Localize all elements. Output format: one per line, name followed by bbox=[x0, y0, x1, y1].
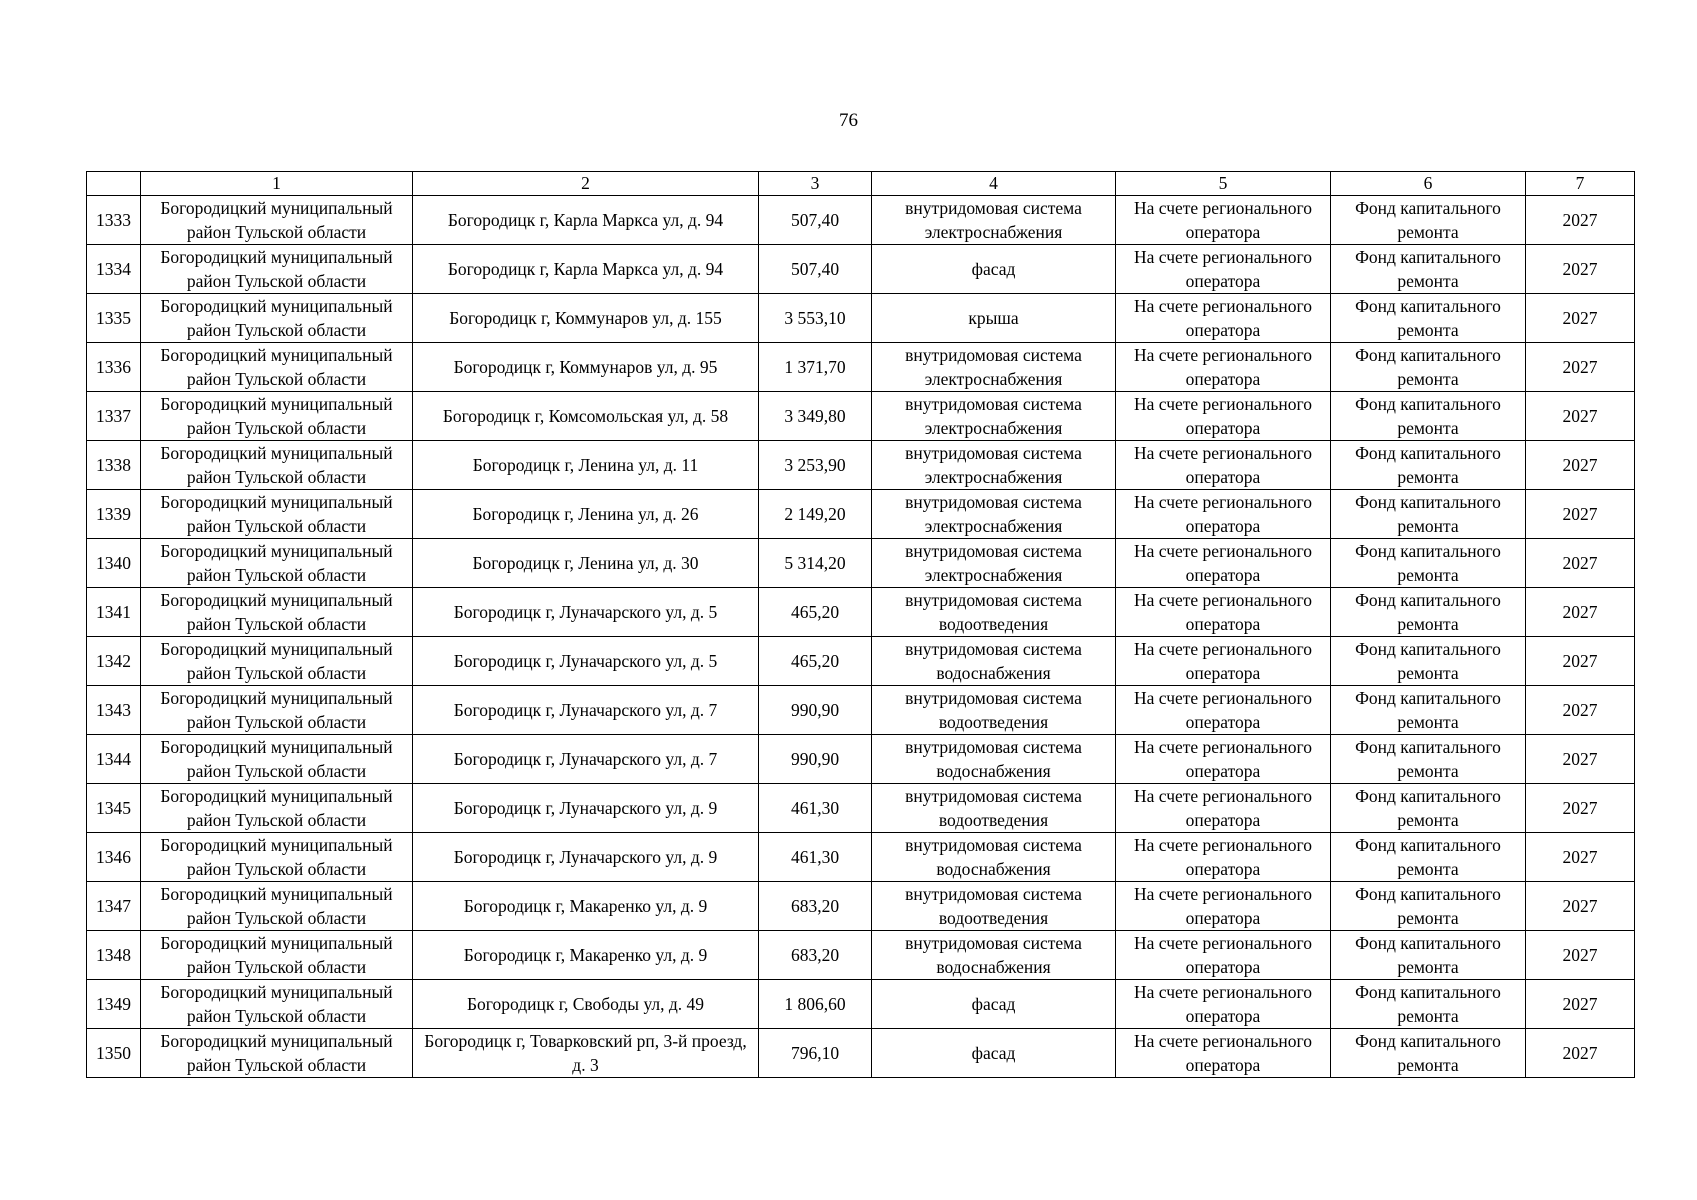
cell-work-type: фасад bbox=[872, 1029, 1116, 1078]
cell-year: 2027 bbox=[1526, 833, 1635, 882]
cell-area: 3 253,90 bbox=[759, 441, 872, 490]
cell-area: 465,20 bbox=[759, 588, 872, 637]
cell-work-type: внутридомовая система водоотведения bbox=[872, 882, 1116, 931]
cell-area: 990,90 bbox=[759, 735, 872, 784]
cell-municipality: Богородицкий муниципальный район Тульской области bbox=[141, 784, 413, 833]
cell-work-type: внутридомовая система электроснабжения bbox=[872, 539, 1116, 588]
cell-area: 461,30 bbox=[759, 784, 872, 833]
table-row bbox=[87, 392, 1635, 441]
cell-address: Богородицк г, Товарковский рп, 3-й проезд, д. 3 bbox=[413, 1029, 759, 1078]
table-row bbox=[87, 882, 1635, 931]
cell-year: 2027 bbox=[1526, 392, 1635, 441]
cell-municipality: Богородицкий муниципальный район Тульской области bbox=[141, 735, 413, 784]
cell-address: Богородицк г, Луначарского ул, д. 5 bbox=[413, 588, 759, 637]
cell-municipality: Богородицкий муниципальный район Тульской области bbox=[141, 343, 413, 392]
cell-funding: Фонд капитального ремонта bbox=[1331, 392, 1526, 441]
capital-repair-table bbox=[86, 171, 1635, 1078]
cell-num: 1344 bbox=[87, 735, 141, 784]
table-row bbox=[87, 637, 1635, 686]
cell-municipality: Богородицкий муниципальный район Тульской области bbox=[141, 245, 413, 294]
cell-funding: Фонд капитального ремонта bbox=[1331, 686, 1526, 735]
cell-year: 2027 bbox=[1526, 588, 1635, 637]
table-row bbox=[87, 490, 1635, 539]
cell-funding: Фонд капитального ремонта bbox=[1331, 833, 1526, 882]
cell-address: Богородицк г, Ленина ул, д. 30 bbox=[413, 539, 759, 588]
cell-work-type: внутридомовая система водоснабжения bbox=[872, 931, 1116, 980]
cell-address: Богородицк г, Ленина ул, д. 11 bbox=[413, 441, 759, 490]
cell-fund-account: На счете регионального оператора bbox=[1116, 735, 1331, 784]
cell-address: Богородицк г, Коммунаров ул, д. 95 bbox=[413, 343, 759, 392]
cell-municipality: Богородицкий муниципальный район Тульской области bbox=[141, 686, 413, 735]
cell-funding: Фонд капитального ремонта bbox=[1331, 343, 1526, 392]
header-row bbox=[87, 172, 1635, 196]
cell-year: 2027 bbox=[1526, 784, 1635, 833]
cell-fund-account: На счете регионального оператора bbox=[1116, 686, 1331, 735]
cell-area: 461,30 bbox=[759, 833, 872, 882]
table-row bbox=[87, 931, 1635, 980]
cell-fund-account: На счете регионального оператора bbox=[1116, 196, 1331, 245]
cell-area: 507,40 bbox=[759, 196, 872, 245]
cell-year: 2027 bbox=[1526, 196, 1635, 245]
cell-work-type: внутридомовая система водоотведения bbox=[872, 784, 1116, 833]
cell-municipality: Богородицкий муниципальный район Тульской области bbox=[141, 539, 413, 588]
cell-year: 2027 bbox=[1526, 539, 1635, 588]
cell-funding: Фонд капитального ремонта bbox=[1331, 1029, 1526, 1078]
cell-funding: Фонд капитального ремонта bbox=[1331, 735, 1526, 784]
cell-fund-account: На счете регионального оператора bbox=[1116, 539, 1331, 588]
cell-num: 1349 bbox=[87, 980, 141, 1029]
cell-work-type: внутридомовая система водоотведения bbox=[872, 686, 1116, 735]
cell-area: 5 314,20 bbox=[759, 539, 872, 588]
cell-funding: Фонд капитального ремонта bbox=[1331, 245, 1526, 294]
table-row bbox=[87, 784, 1635, 833]
table-body bbox=[87, 196, 1635, 1078]
cell-funding: Фонд капитального ремонта bbox=[1331, 931, 1526, 980]
cell-num: 1335 bbox=[87, 294, 141, 343]
cell-work-type: внутридомовая система электроснабжения bbox=[872, 196, 1116, 245]
cell-fund-account: На счете регионального оператора bbox=[1116, 343, 1331, 392]
cell-year: 2027 bbox=[1526, 490, 1635, 539]
cell-fund-account: На счете регионального оператора bbox=[1116, 1029, 1331, 1078]
cell-funding: Фонд капитального ремонта bbox=[1331, 637, 1526, 686]
cell-num: 1334 bbox=[87, 245, 141, 294]
cell-area: 1 806,60 bbox=[759, 980, 872, 1029]
cell-address: Богородицк г, Ленина ул, д. 26 bbox=[413, 490, 759, 539]
cell-fund-account: На счете регионального оператора bbox=[1116, 392, 1331, 441]
header-cell-1: 1 bbox=[141, 172, 413, 196]
cell-num: 1350 bbox=[87, 1029, 141, 1078]
cell-funding: Фонд капитального ремонта bbox=[1331, 882, 1526, 931]
table-row bbox=[87, 441, 1635, 490]
cell-address: Богородицк г, Коммунаров ул, д. 155 bbox=[413, 294, 759, 343]
cell-address: Богородицк г, Макаренко ул, д. 9 bbox=[413, 882, 759, 931]
cell-municipality: Богородицкий муниципальный район Тульской области bbox=[141, 637, 413, 686]
cell-year: 2027 bbox=[1526, 882, 1635, 931]
cell-fund-account: На счете регионального оператора bbox=[1116, 588, 1331, 637]
table-header bbox=[87, 172, 1635, 196]
cell-address: Богородицк г, Карла Маркса ул, д. 94 bbox=[413, 196, 759, 245]
cell-num: 1337 bbox=[87, 392, 141, 441]
cell-num: 1342 bbox=[87, 637, 141, 686]
cell-fund-account: На счете регионального оператора bbox=[1116, 784, 1331, 833]
cell-fund-account: На счете регионального оператора bbox=[1116, 931, 1331, 980]
cell-fund-account: На счете регионального оператора bbox=[1116, 245, 1331, 294]
cell-funding: Фонд капитального ремонта bbox=[1331, 588, 1526, 637]
cell-area: 3 553,10 bbox=[759, 294, 872, 343]
cell-work-type: внутридомовая система водоснабжения bbox=[872, 637, 1116, 686]
page-number: 76 bbox=[839, 110, 858, 131]
cell-fund-account: На счете регионального оператора bbox=[1116, 882, 1331, 931]
cell-address: Богородицк г, Свободы ул, д. 49 bbox=[413, 980, 759, 1029]
cell-num: 1348 bbox=[87, 931, 141, 980]
header-cell-3: 3 bbox=[759, 172, 872, 196]
cell-fund-account: На счете регионального оператора bbox=[1116, 980, 1331, 1029]
header-cell-2: 2 bbox=[413, 172, 759, 196]
header-cell-num bbox=[87, 172, 141, 196]
table-row bbox=[87, 294, 1635, 343]
cell-area: 2 149,20 bbox=[759, 490, 872, 539]
cell-work-type: внутридомовая система электроснабжения bbox=[872, 343, 1116, 392]
cell-num: 1346 bbox=[87, 833, 141, 882]
cell-work-type: фасад bbox=[872, 980, 1116, 1029]
cell-work-type: крыша bbox=[872, 294, 1116, 343]
table-row bbox=[87, 1029, 1635, 1078]
cell-area: 683,20 bbox=[759, 882, 872, 931]
cell-municipality: Богородицкий муниципальный район Тульской области bbox=[141, 833, 413, 882]
cell-funding: Фонд капитального ремонта bbox=[1331, 294, 1526, 343]
cell-year: 2027 bbox=[1526, 931, 1635, 980]
cell-funding: Фонд капитального ремонта bbox=[1331, 441, 1526, 490]
table-row bbox=[87, 686, 1635, 735]
header-cell-6: 6 bbox=[1331, 172, 1526, 196]
cell-municipality: Богородицкий муниципальный район Тульской области bbox=[141, 931, 413, 980]
cell-municipality: Богородицкий муниципальный район Тульской области bbox=[141, 980, 413, 1029]
table-row bbox=[87, 196, 1635, 245]
table-row bbox=[87, 980, 1635, 1029]
cell-municipality: Богородицкий муниципальный район Тульской области bbox=[141, 1029, 413, 1078]
cell-work-type: внутридомовая система водоотведения bbox=[872, 588, 1116, 637]
cell-municipality: Богородицкий муниципальный район Тульской области bbox=[141, 882, 413, 931]
header-cell-5: 5 bbox=[1116, 172, 1331, 196]
cell-area: 990,90 bbox=[759, 686, 872, 735]
cell-funding: Фонд капитального ремонта bbox=[1331, 490, 1526, 539]
header-cell-4: 4 bbox=[872, 172, 1116, 196]
cell-area: 683,20 bbox=[759, 931, 872, 980]
cell-municipality: Богородицкий муниципальный район Тульской области bbox=[141, 392, 413, 441]
cell-fund-account: На счете регионального оператора bbox=[1116, 637, 1331, 686]
header-cell-7: 7 bbox=[1526, 172, 1635, 196]
cell-funding: Фонд капитального ремонта bbox=[1331, 980, 1526, 1029]
cell-municipality: Богородицкий муниципальный район Тульской области bbox=[141, 490, 413, 539]
cell-num: 1339 bbox=[87, 490, 141, 539]
table-row bbox=[87, 588, 1635, 637]
cell-funding: Фонд капитального ремонта bbox=[1331, 784, 1526, 833]
cell-num: 1333 bbox=[87, 196, 141, 245]
cell-num: 1345 bbox=[87, 784, 141, 833]
cell-municipality: Богородицкий муниципальный район Тульской области bbox=[141, 196, 413, 245]
cell-year: 2027 bbox=[1526, 1029, 1635, 1078]
cell-year: 2027 bbox=[1526, 245, 1635, 294]
cell-num: 1336 bbox=[87, 343, 141, 392]
cell-address: Богородицк г, Луначарского ул, д. 7 bbox=[413, 686, 759, 735]
cell-address: Богородицк г, Луначарского ул, д. 9 bbox=[413, 833, 759, 882]
cell-num: 1340 bbox=[87, 539, 141, 588]
cell-area: 3 349,80 bbox=[759, 392, 872, 441]
cell-fund-account: На счете регионального оператора bbox=[1116, 441, 1331, 490]
cell-address: Богородицк г, Макаренко ул, д. 9 bbox=[413, 931, 759, 980]
cell-funding: Фонд капитального ремонта bbox=[1331, 539, 1526, 588]
cell-area: 796,10 bbox=[759, 1029, 872, 1078]
cell-fund-account: На счете регионального оператора bbox=[1116, 833, 1331, 882]
cell-fund-account: На счете регионального оператора bbox=[1116, 490, 1331, 539]
cell-num: 1347 bbox=[87, 882, 141, 931]
cell-work-type: внутридомовая система электроснабжения bbox=[872, 490, 1116, 539]
table-row bbox=[87, 343, 1635, 392]
cell-area: 465,20 bbox=[759, 637, 872, 686]
cell-num: 1338 bbox=[87, 441, 141, 490]
cell-address: Богородицк г, Луначарского ул, д. 9 bbox=[413, 784, 759, 833]
table-row bbox=[87, 245, 1635, 294]
cell-work-type: внутридомовая система электроснабжения bbox=[872, 392, 1116, 441]
cell-work-type: фасад bbox=[872, 245, 1116, 294]
cell-municipality: Богородицкий муниципальный район Тульской области bbox=[141, 441, 413, 490]
cell-work-type: внутридомовая система электроснабжения bbox=[872, 441, 1116, 490]
cell-area: 1 371,70 bbox=[759, 343, 872, 392]
cell-year: 2027 bbox=[1526, 735, 1635, 784]
cell-year: 2027 bbox=[1526, 686, 1635, 735]
cell-year: 2027 bbox=[1526, 980, 1635, 1029]
cell-funding: Фонд капитального ремонта bbox=[1331, 196, 1526, 245]
cell-work-type: внутридомовая система водоснабжения bbox=[872, 833, 1116, 882]
table-row bbox=[87, 539, 1635, 588]
cell-num: 1343 bbox=[87, 686, 141, 735]
cell-year: 2027 bbox=[1526, 637, 1635, 686]
cell-fund-account: На счете регионального оператора bbox=[1116, 294, 1331, 343]
cell-municipality: Богородицкий муниципальный район Тульской области bbox=[141, 294, 413, 343]
table-row bbox=[87, 735, 1635, 784]
cell-year: 2027 bbox=[1526, 441, 1635, 490]
cell-address: Богородицк г, Карла Маркса ул, д. 94 bbox=[413, 245, 759, 294]
cell-year: 2027 bbox=[1526, 343, 1635, 392]
table-row bbox=[87, 833, 1635, 882]
cell-area: 507,40 bbox=[759, 245, 872, 294]
cell-municipality: Богородицкий муниципальный район Тульской области bbox=[141, 588, 413, 637]
cell-address: Богородицк г, Комсомольская ул, д. 58 bbox=[413, 392, 759, 441]
cell-address: Богородицк г, Луначарского ул, д. 7 bbox=[413, 735, 759, 784]
cell-year: 2027 bbox=[1526, 294, 1635, 343]
cell-num: 1341 bbox=[87, 588, 141, 637]
cell-work-type: внутридомовая система водоснабжения bbox=[872, 735, 1116, 784]
cell-address: Богородицк г, Луначарского ул, д. 5 bbox=[413, 637, 759, 686]
